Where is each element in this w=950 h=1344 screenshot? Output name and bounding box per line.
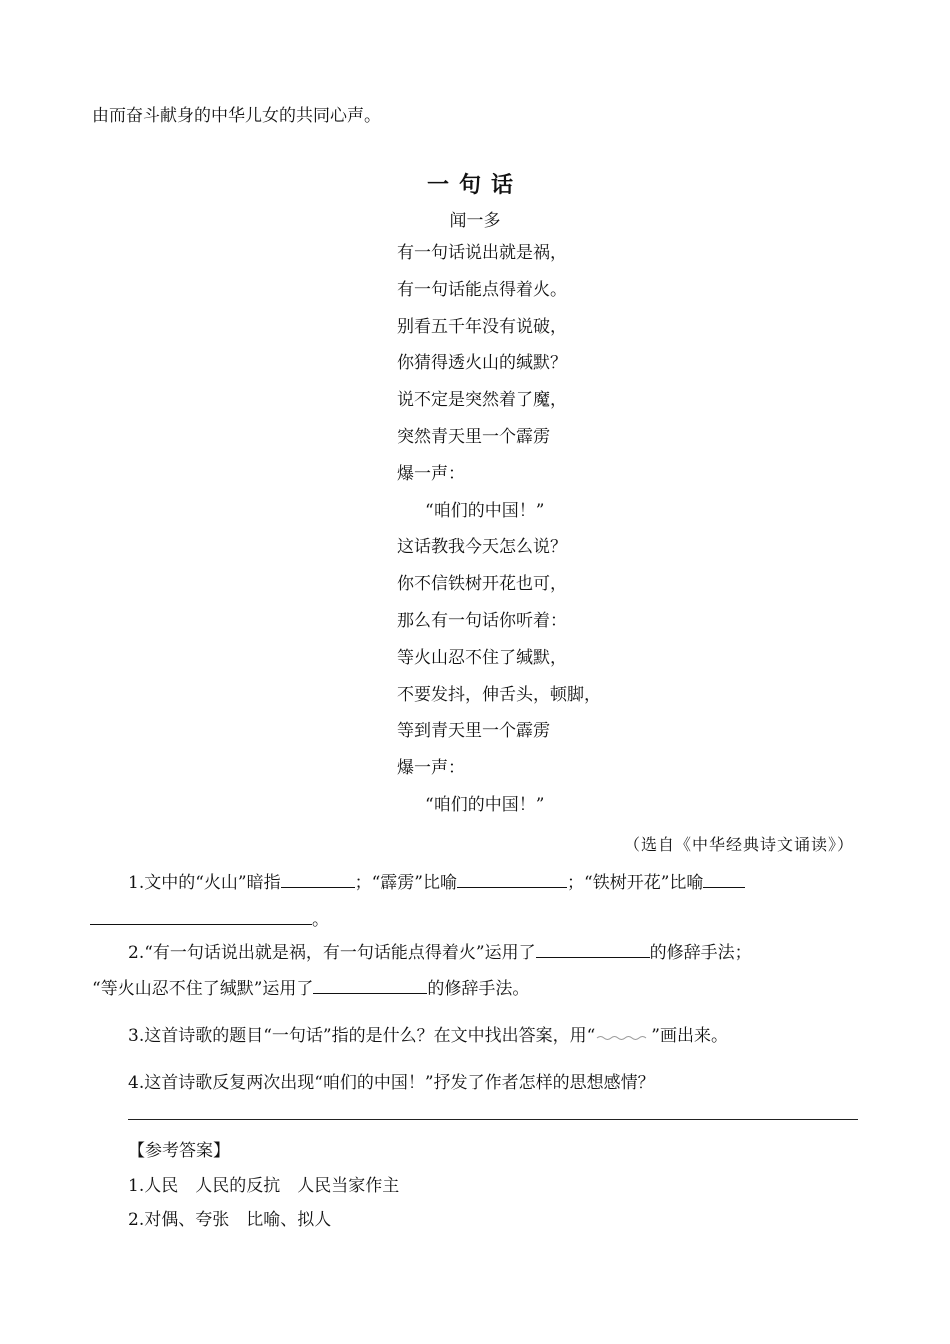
question-1-text: ；“霹雳”比喻: [354, 873, 457, 893]
question-2-text: 的修辞手法；: [649, 943, 752, 963]
poem-line: 等到青天里一个霹雳: [397, 721, 550, 742]
question-3-text: ”画出来。: [651, 1026, 728, 1046]
answer-blank[interactable]: [90, 906, 312, 925]
answer-2: 2.对偶、夸张 比喻、拟人: [128, 1210, 332, 1230]
poem-line: 这话教我今天怎么说？: [397, 537, 567, 558]
poem-line: 爆一声：: [397, 758, 465, 779]
question-1-text: ；“铁树开花”比喻: [567, 873, 704, 893]
question-1-continued: [90, 905, 329, 930]
poem-author: 闻一多: [449, 211, 501, 231]
answer-blank[interactable]: [457, 869, 567, 888]
question-2-text: 2.“有一句话说出就是祸，有一句话能点得着火”运用了: [128, 943, 536, 963]
poem-line: “咱们的中国！”: [425, 500, 545, 521]
question-1-text: 。: [312, 910, 329, 930]
question-2-text: “等火山忍不住了缄默”运用了: [92, 979, 314, 999]
poem-line: 别看五千年没有说破，: [397, 316, 567, 337]
poem-line: 爆一声：: [397, 463, 465, 484]
answer-blank[interactable]: [313, 975, 427, 994]
poem-line: “咱们的中国！”: [425, 794, 545, 815]
poem-line: 你猜得透火山的缄默？: [397, 353, 567, 374]
poem-line: 不要发抖，伸舌头，顿脚，: [397, 684, 601, 705]
answer-blank[interactable]: [536, 939, 650, 958]
answer-blank[interactable]: [281, 869, 355, 888]
question-1-text: 1.文中的“火山”暗指: [128, 873, 281, 893]
poem-line: 你不信铁树开花也可，: [397, 574, 567, 595]
question-2: [128, 938, 752, 963]
question-3: [128, 1021, 728, 1046]
poem-body: [397, 240, 601, 829]
poem-line: 有一句话说出就是祸，: [397, 243, 567, 263]
question-2-continued: [92, 974, 529, 999]
question-3-text: 3.这首诗歌的题目“一句话”指的是什么？在文中找出答案，用“: [128, 1026, 596, 1046]
poem-line: 说不定是突然着了魔，: [397, 390, 567, 411]
poem-title: 一句话: [426, 172, 523, 198]
poem-line: 有一句话能点得着火。: [397, 279, 567, 300]
poem-line: 那么有一句话你听着：: [397, 610, 567, 631]
answer-blank[interactable]: [703, 869, 745, 888]
answers-heading: 【参考答案】: [128, 1141, 230, 1161]
section-divider: [128, 1119, 858, 1120]
question-1: [128, 868, 745, 893]
question-2-text: 的修辞手法。: [427, 979, 530, 999]
poem-source: （选自《中华经典诗文诵读》）: [623, 835, 854, 854]
poem-line: 等火山忍不住了缄默，: [397, 647, 567, 668]
intro-text: 由而奋斗献身的中华儿女的共同心声。: [92, 106, 381, 126]
answer-1: 1.人民 人民的反抗 人民当家作主: [128, 1176, 400, 1196]
wavy-underline-icon: [595, 1029, 651, 1041]
question-4: 4.这首诗歌反复两次出现“咱们的中国！”抒发了作者怎样的思想感情？: [128, 1073, 655, 1093]
poem-line: 突然青天里一个霹雳: [397, 426, 550, 447]
